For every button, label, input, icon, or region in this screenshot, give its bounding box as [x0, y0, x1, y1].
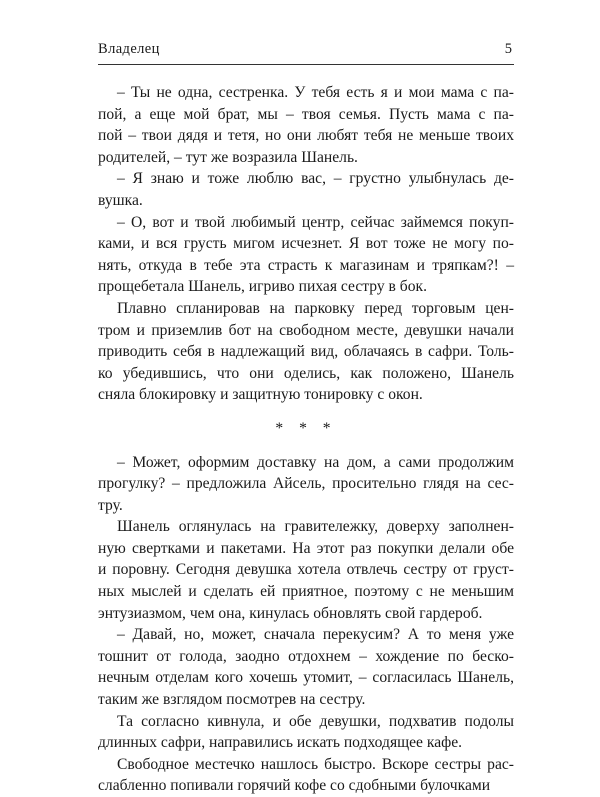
text-line: родителей, – тут же возразила Шанель. — [98, 147, 514, 169]
paragraph — [98, 82, 514, 168]
text-line: Та согласно кивнула, и обе девушки, подхватив подолы — [98, 711, 514, 733]
text-line: прогулку? – предложила Айсель, просительно глядя на сес- — [98, 473, 514, 495]
text-line: ных мыслей и сделать ей приятное, поэтому с не меньшим — [98, 581, 514, 603]
text-line: Плавно спланировав на парковку перед торговым цен- — [98, 298, 514, 320]
text-line: вушка. — [98, 190, 514, 212]
paragraph — [98, 168, 514, 211]
page-number: 5 — [505, 41, 512, 58]
text-line: – Может, оформим доставку на дом, а сами продолжим — [98, 452, 514, 474]
text-block-after-break — [98, 452, 514, 797]
paragraph — [98, 452, 514, 517]
text-block-before-break — [98, 82, 514, 406]
text-line: прощебетала Шанель, игриво пихая сестру в бок. — [98, 276, 514, 298]
text-line: ко убедившись, что они оделись, как положено, Шанель — [98, 363, 514, 385]
running-title: Владелец — [98, 41, 160, 58]
body-text — [98, 82, 514, 797]
text-line: – Я знаю и тоже люблю вас, – грустно улыбнулась де- — [98, 168, 514, 190]
header-rule — [98, 64, 514, 65]
text-line: нечным отделам кого хочешь утомит, – согласилась Шанель, — [98, 667, 514, 689]
text-line: и поровну. Сегодня девушка хотела отвлечь сестру от груст- — [98, 559, 514, 581]
text-line: Шанель оглянулась на гравитележку, доверху заполнен- — [98, 516, 514, 538]
page-header — [98, 41, 514, 63]
text-line: Свободное местечко нашлось быстро. Вскоре сестры рас- — [98, 754, 514, 776]
text-line: – О, вот и твой любимый центр, сейчас займемся покуп- — [98, 212, 514, 234]
text-line: тром и приземлив бот на свободном месте, девушки начали — [98, 320, 514, 342]
paragraph — [98, 711, 514, 754]
text-line: сняла блокировку и защитную тонировку с окон. — [98, 384, 514, 406]
paragraph — [98, 298, 514, 406]
text-line: длинных сафри, направились искать подходящее кафе. — [98, 732, 514, 754]
paragraph — [98, 516, 514, 624]
text-line: нять, откуда в тебе эта страсть к магазинам и тряпкам?! – — [98, 255, 514, 277]
paragraph — [98, 624, 514, 710]
text-line: слабленно попивали горячий кофе со сдобными булочками — [98, 775, 514, 797]
text-line: ками, и вся грусть мигом исчезнет. Я вот тоже не могу по- — [98, 233, 514, 255]
text-line: энтузиазмом, чем она, кинулась обновлять свой гардероб. — [98, 603, 514, 625]
text-line: приводить себя в надлежащий вид, облачаясь в сафри. Толь- — [98, 341, 514, 363]
paragraph — [98, 754, 514, 797]
text-line: тошнит от голода, заодно отдохнем – хождение по беско- — [98, 646, 514, 668]
section-break: * * * — [98, 418, 514, 440]
text-line: таким же взглядом посмотрев на сестру. — [98, 689, 514, 711]
text-line: – Давай, но, может, сначала перекусим? А то меня уже — [98, 624, 514, 646]
text-line: пой, а еще мой брат, мы – твоя семья. Пусть мама с па- — [98, 104, 514, 126]
text-line: тру. — [98, 495, 514, 517]
paragraph — [98, 212, 514, 298]
text-line: ную свертками и пакетами. На этот раз покупки делали обе — [98, 538, 514, 560]
text-line: – Ты не одна, сестренка. У тебя есть я и мои мама с па- — [98, 82, 514, 104]
text-line: пой – твои дядя и тетя, но они любят тебя не меньше твоих — [98, 125, 514, 147]
